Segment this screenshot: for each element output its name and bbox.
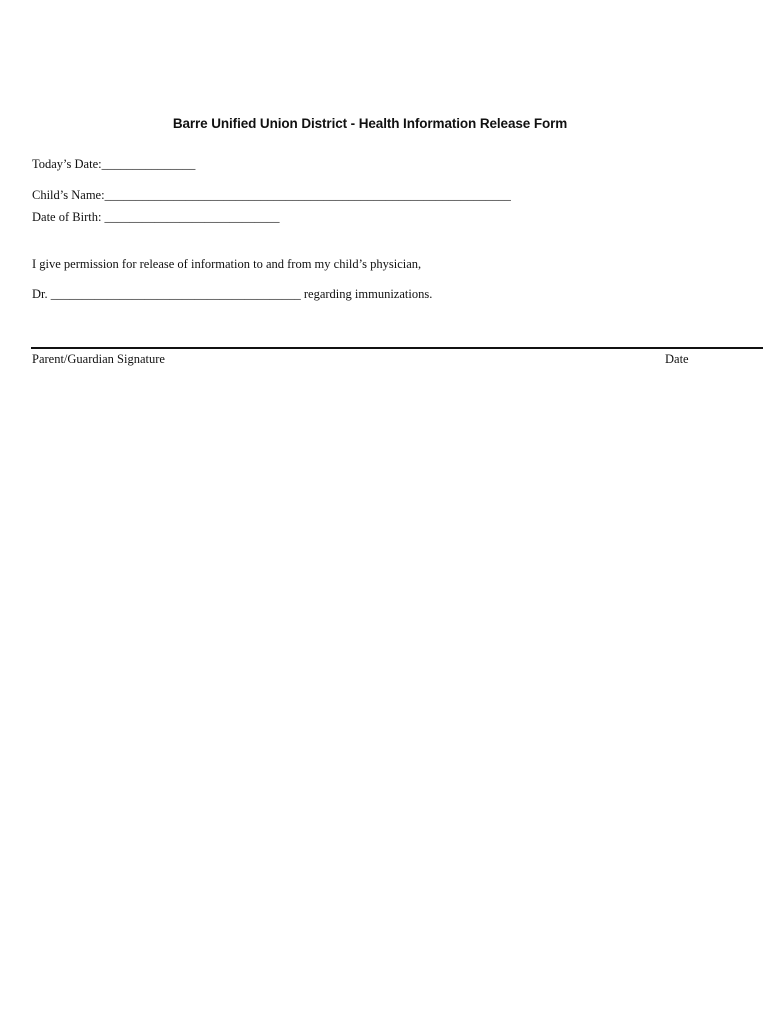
date-of-birth-field[interactable]: Date of Birth: ____________________________: [32, 210, 280, 224]
childs-name-field[interactable]: Child’s Name:_________________________________________________________________: [32, 188, 511, 202]
todays-date-field[interactable]: Today’s Date:_______________: [32, 157, 196, 171]
signature-date-label: Date: [665, 352, 689, 366]
signature-line[interactable]: [31, 347, 763, 349]
permission-statement: I give permission for release of information to and from my child’s physician,: [32, 257, 422, 271]
signature-label: Parent/Guardian Signature: [32, 352, 165, 366]
form-title: Barre Unified Union District - Health Information Release Form: [172, 116, 568, 131]
physician-name-field[interactable]: Dr. ________________________________________ regarding immunizations.: [32, 287, 433, 301]
